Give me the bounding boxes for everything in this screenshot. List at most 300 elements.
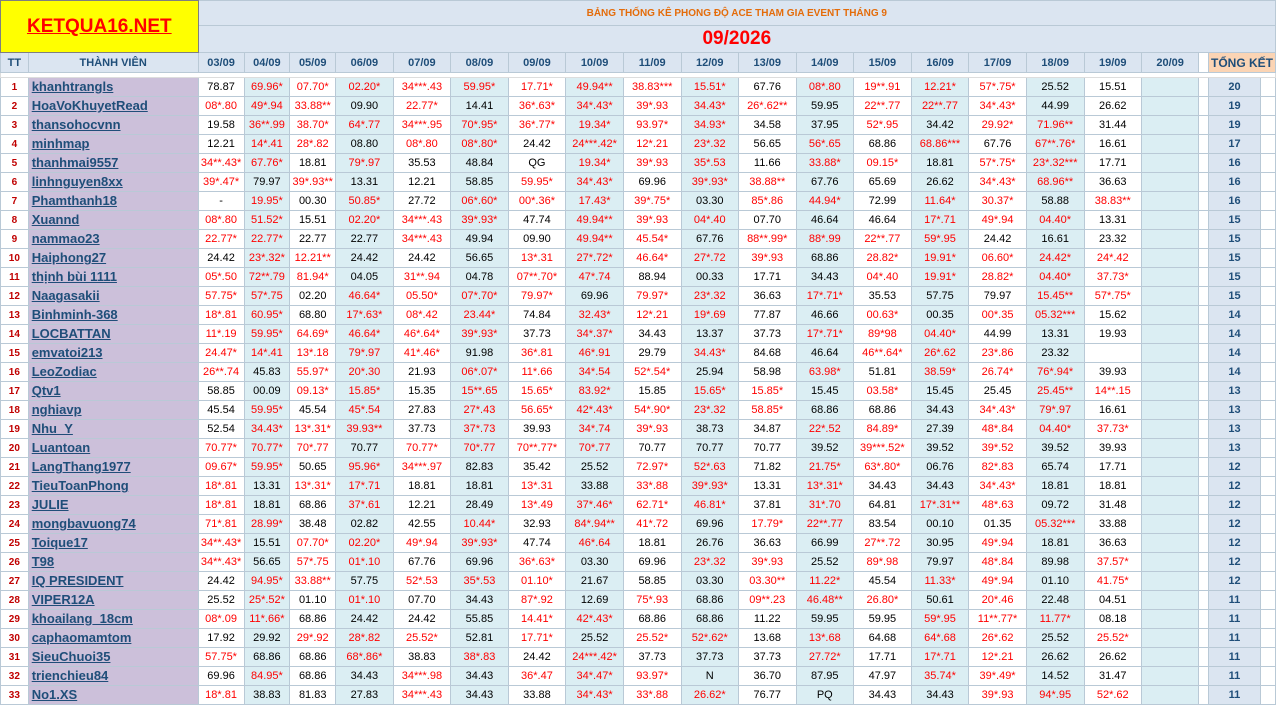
- value-cell[interactable]: 15.85*: [336, 382, 393, 401]
- value-cell[interactable]: 52*.63: [681, 458, 738, 477]
- value-cell[interactable]: 18*.81: [198, 686, 244, 705]
- value-cell[interactable]: 04.40*: [1026, 268, 1084, 287]
- value-cell[interactable]: 14*.41: [244, 135, 290, 154]
- value-cell[interactable]: 55.97*: [290, 363, 336, 382]
- value-cell[interactable]: 52.54: [198, 420, 244, 439]
- value-cell[interactable]: 26.76: [681, 534, 738, 553]
- value-cell[interactable]: 63*.80*: [854, 458, 912, 477]
- value-cell[interactable]: 39*.93*: [451, 211, 508, 230]
- value-cell[interactable]: 34.43: [796, 268, 853, 287]
- total-cell[interactable]: 14: [1209, 344, 1261, 363]
- value-cell[interactable]: 34**.43*: [198, 534, 244, 553]
- value-cell[interactable]: 29*.92: [290, 629, 336, 648]
- value-cell[interactable]: 70.77*: [198, 439, 244, 458]
- value-cell[interactable]: 34*.43*: [566, 686, 624, 705]
- value-cell[interactable]: 15.65*: [681, 382, 738, 401]
- value-cell[interactable]: 37.73*: [1084, 268, 1141, 287]
- value-cell[interactable]: 47.97: [854, 667, 912, 686]
- value-cell[interactable]: 69.96: [198, 667, 244, 686]
- value-cell[interactable]: 68.86: [796, 401, 853, 420]
- value-cell[interactable]: 52*.62*: [681, 629, 738, 648]
- value-cell[interactable]: 44.94*: [796, 192, 853, 211]
- value-cell[interactable]: 81.83: [290, 686, 336, 705]
- value-cell[interactable]: 15.45**: [1026, 287, 1084, 306]
- value-cell[interactable]: 44.99: [969, 325, 1027, 344]
- total-cell[interactable]: 14: [1209, 363, 1261, 382]
- value-cell[interactable]: 07**.70*: [508, 268, 566, 287]
- value-cell[interactable]: 64.81: [854, 496, 912, 515]
- value-cell[interactable]: 16.61: [1084, 401, 1141, 420]
- value-cell[interactable]: 34.42: [911, 116, 969, 135]
- value-cell[interactable]: 45.54: [290, 401, 336, 420]
- total-cell[interactable]: 11: [1209, 648, 1261, 667]
- value-cell[interactable]: 24.42: [198, 572, 244, 591]
- value-cell[interactable]: 49.94**: [566, 230, 624, 249]
- value-cell[interactable]: 68.80: [290, 306, 336, 325]
- value-cell[interactable]: 13.31: [1084, 211, 1141, 230]
- value-cell[interactable]: 25.52: [1026, 629, 1084, 648]
- value-cell[interactable]: 32.43*: [566, 306, 624, 325]
- value-cell[interactable]: 67.76: [681, 230, 738, 249]
- value-cell[interactable]: 46.66: [796, 306, 853, 325]
- value-cell[interactable]: 66.99: [796, 534, 853, 553]
- value-cell[interactable]: 08*.80*: [451, 135, 508, 154]
- value-cell[interactable]: 27.39: [911, 420, 969, 439]
- value-cell[interactable]: [1141, 401, 1198, 420]
- member-name-link[interactable]: T98: [31, 554, 55, 569]
- value-cell[interactable]: [1141, 192, 1198, 211]
- value-cell[interactable]: 25.52*: [393, 629, 451, 648]
- value-cell[interactable]: 37.95: [796, 116, 853, 135]
- value-cell[interactable]: 77.87: [738, 306, 796, 325]
- value-cell[interactable]: 72.99: [854, 192, 912, 211]
- value-cell[interactable]: [1141, 382, 1198, 401]
- value-cell[interactable]: 37.73: [508, 325, 566, 344]
- value-cell[interactable]: [1141, 648, 1198, 667]
- value-cell[interactable]: 30.37*: [969, 192, 1027, 211]
- value-cell[interactable]: 11*.19: [198, 325, 244, 344]
- value-cell[interactable]: 36**.99: [244, 116, 290, 135]
- value-cell[interactable]: 22.77*: [244, 230, 290, 249]
- value-cell[interactable]: 49*.94: [393, 534, 451, 553]
- value-cell[interactable]: 63.98*: [796, 363, 853, 382]
- value-cell[interactable]: 26.62: [1026, 648, 1084, 667]
- member-name-link[interactable]: mongbavuong74: [31, 516, 136, 531]
- value-cell[interactable]: 47*.74: [566, 268, 624, 287]
- member-name-link[interactable]: nghiavp: [31, 402, 82, 417]
- value-cell[interactable]: 17*.71*: [796, 287, 853, 306]
- value-cell[interactable]: 36*.81: [508, 344, 566, 363]
- value-cell[interactable]: 57*.75*: [969, 78, 1027, 97]
- value-cell[interactable]: 64.68: [854, 629, 912, 648]
- value-cell[interactable]: 70.77*: [393, 439, 451, 458]
- value-cell[interactable]: 22.77*: [198, 230, 244, 249]
- value-cell[interactable]: 74.84: [508, 306, 566, 325]
- value-cell[interactable]: 45.54: [854, 572, 912, 591]
- total-cell[interactable]: 14: [1209, 306, 1261, 325]
- value-cell[interactable]: 00.10: [911, 515, 969, 534]
- value-cell[interactable]: [1141, 496, 1198, 515]
- value-cell[interactable]: 08*.80: [393, 135, 451, 154]
- value-cell[interactable]: 17.71*: [508, 629, 566, 648]
- value-cell[interactable]: 79.97*: [623, 287, 681, 306]
- value-cell[interactable]: 00.09: [244, 382, 290, 401]
- value-cell[interactable]: 25.52: [566, 629, 624, 648]
- value-cell[interactable]: 18.81: [244, 496, 290, 515]
- value-cell[interactable]: 49.94: [451, 230, 508, 249]
- value-cell[interactable]: 11.22*: [796, 572, 853, 591]
- value-cell[interactable]: 27.83: [336, 686, 393, 705]
- value-cell[interactable]: 39*.93: [623, 97, 681, 116]
- value-cell[interactable]: 09.67*: [198, 458, 244, 477]
- value-cell[interactable]: 38.59*: [911, 363, 969, 382]
- total-cell[interactable]: 11: [1209, 667, 1261, 686]
- value-cell[interactable]: 18*.81: [198, 477, 244, 496]
- value-cell[interactable]: 46.64: [854, 211, 912, 230]
- value-cell[interactable]: 13.31: [336, 173, 393, 192]
- value-cell[interactable]: 24***.42*: [566, 135, 624, 154]
- value-cell[interactable]: 24.42: [393, 249, 451, 268]
- value-cell[interactable]: 34.43: [451, 591, 508, 610]
- value-cell[interactable]: 41.75*: [1084, 572, 1141, 591]
- value-cell[interactable]: 01.10*: [508, 572, 566, 591]
- value-cell[interactable]: 56.65: [244, 553, 290, 572]
- value-cell[interactable]: 34.43*: [244, 420, 290, 439]
- value-cell[interactable]: 22.77*: [393, 97, 451, 116]
- value-cell[interactable]: 57.75*: [198, 648, 244, 667]
- value-cell[interactable]: 68*.86*: [336, 648, 393, 667]
- value-cell[interactable]: 75*.93: [623, 591, 681, 610]
- value-cell[interactable]: 76.77: [738, 686, 796, 705]
- member-name-link[interactable]: thansohocvnn: [31, 117, 121, 132]
- value-cell[interactable]: 00.63*: [854, 306, 912, 325]
- value-cell[interactable]: [1141, 686, 1198, 705]
- value-cell[interactable]: [1141, 97, 1198, 116]
- value-cell[interactable]: 37*.46*: [566, 496, 624, 515]
- total-cell[interactable]: 19: [1209, 116, 1261, 135]
- value-cell[interactable]: 17.79*: [738, 515, 796, 534]
- value-cell[interactable]: 31.44: [1084, 116, 1141, 135]
- value-cell[interactable]: 07.70: [738, 211, 796, 230]
- total-cell[interactable]: 13: [1209, 382, 1261, 401]
- total-cell[interactable]: 16: [1209, 154, 1261, 173]
- value-cell[interactable]: 06*.60*: [451, 192, 508, 211]
- value-cell[interactable]: 39*.93: [738, 553, 796, 572]
- value-cell[interactable]: 34*.54: [566, 363, 624, 382]
- value-cell[interactable]: 38.83: [393, 648, 451, 667]
- total-cell[interactable]: 11: [1209, 591, 1261, 610]
- total-cell[interactable]: 12: [1209, 477, 1261, 496]
- value-cell[interactable]: 23.32: [1026, 344, 1084, 363]
- member-name-link[interactable]: Haiphong27: [31, 250, 107, 265]
- value-cell[interactable]: [1141, 534, 1198, 553]
- value-cell[interactable]: 36.63: [738, 534, 796, 553]
- value-cell[interactable]: 82*.83: [969, 458, 1027, 477]
- value-cell[interactable]: 36*.47: [508, 667, 566, 686]
- value-cell[interactable]: 18.81: [911, 154, 969, 173]
- value-cell[interactable]: 79*.97: [1026, 401, 1084, 420]
- total-cell[interactable]: 13: [1209, 420, 1261, 439]
- value-cell[interactable]: 68.86: [244, 648, 290, 667]
- value-cell[interactable]: 16.61: [1084, 135, 1141, 154]
- total-cell[interactable]: 15: [1209, 268, 1261, 287]
- value-cell[interactable]: 57.75: [336, 572, 393, 591]
- value-cell[interactable]: 37.73: [738, 325, 796, 344]
- value-cell[interactable]: 38.70*: [290, 116, 336, 135]
- value-cell[interactable]: 45.54: [198, 401, 244, 420]
- value-cell[interactable]: 36*.77*: [508, 116, 566, 135]
- value-cell[interactable]: 46**.64*: [854, 344, 912, 363]
- value-cell[interactable]: 47.74: [508, 211, 566, 230]
- value-cell[interactable]: 12.21: [393, 173, 451, 192]
- value-cell[interactable]: 70*.77: [451, 439, 508, 458]
- value-cell[interactable]: 69.96: [681, 515, 738, 534]
- value-cell[interactable]: 49.94**: [566, 211, 624, 230]
- value-cell[interactable]: 59.95: [796, 610, 853, 629]
- value-cell[interactable]: 07.70*: [290, 534, 336, 553]
- value-cell[interactable]: [1141, 420, 1198, 439]
- value-cell[interactable]: 13*.18: [290, 344, 336, 363]
- value-cell[interactable]: 37.73*: [1084, 420, 1141, 439]
- value-cell[interactable]: 18*.81: [198, 306, 244, 325]
- value-cell[interactable]: 34*.43*: [969, 477, 1027, 496]
- value-cell[interactable]: 27**.72: [854, 534, 912, 553]
- value-cell[interactable]: 60.95*: [244, 306, 290, 325]
- value-cell[interactable]: PQ: [796, 686, 853, 705]
- value-cell[interactable]: 37.73: [738, 648, 796, 667]
- value-cell[interactable]: [1141, 116, 1198, 135]
- value-cell[interactable]: 02.20*: [336, 534, 393, 553]
- value-cell[interactable]: 34**.43*: [198, 553, 244, 572]
- value-cell[interactable]: 24.42: [508, 135, 566, 154]
- value-cell[interactable]: 23*.32: [681, 401, 738, 420]
- value-cell[interactable]: 24.42: [969, 230, 1027, 249]
- value-cell[interactable]: 57*.75*: [969, 154, 1027, 173]
- total-cell[interactable]: 12: [1209, 553, 1261, 572]
- value-cell[interactable]: 27.72: [393, 192, 451, 211]
- value-cell[interactable]: 26*.62: [969, 629, 1027, 648]
- value-cell[interactable]: 34.43: [451, 667, 508, 686]
- value-cell[interactable]: 39*.93*: [681, 173, 738, 192]
- value-cell[interactable]: 32.93: [508, 515, 566, 534]
- value-cell[interactable]: 29.79: [623, 344, 681, 363]
- value-cell[interactable]: 11.77*: [1026, 610, 1084, 629]
- value-cell[interactable]: 70.77*: [244, 439, 290, 458]
- value-cell[interactable]: 41*.72: [623, 515, 681, 534]
- value-cell[interactable]: 36*.63*: [508, 97, 566, 116]
- value-cell[interactable]: 64*.77: [336, 116, 393, 135]
- value-cell[interactable]: 51.52*: [244, 211, 290, 230]
- value-cell[interactable]: 28*.82: [336, 629, 393, 648]
- value-cell[interactable]: 68.86: [290, 496, 336, 515]
- value-cell[interactable]: 24*.42: [1084, 249, 1141, 268]
- value-cell[interactable]: 59.95: [854, 610, 912, 629]
- value-cell[interactable]: [1141, 211, 1198, 230]
- value-cell[interactable]: 19.91*: [911, 268, 969, 287]
- value-cell[interactable]: 07.70*: [290, 78, 336, 97]
- value-cell[interactable]: 68.86***: [911, 135, 969, 154]
- value-cell[interactable]: 11.22: [738, 610, 796, 629]
- value-cell[interactable]: 26.74*: [969, 363, 1027, 382]
- value-cell[interactable]: 39*.93*: [451, 534, 508, 553]
- value-cell[interactable]: 04.40*: [1026, 211, 1084, 230]
- value-cell[interactable]: 50.85*: [336, 192, 393, 211]
- value-cell[interactable]: 67.76*: [244, 154, 290, 173]
- value-cell[interactable]: 01.10: [1026, 572, 1084, 591]
- value-cell[interactable]: 68.86: [290, 610, 336, 629]
- value-cell[interactable]: 70.77: [681, 439, 738, 458]
- value-cell[interactable]: 07.70: [393, 591, 451, 610]
- value-cell[interactable]: 55.85: [451, 610, 508, 629]
- value-cell[interactable]: 59*.95: [911, 230, 969, 249]
- total-cell[interactable]: 11: [1209, 610, 1261, 629]
- value-cell[interactable]: 03.30: [681, 192, 738, 211]
- member-name-link[interactable]: Phamthanh18: [31, 193, 117, 208]
- value-cell[interactable]: 70.77: [738, 439, 796, 458]
- value-cell[interactable]: 69.96: [623, 553, 681, 572]
- value-cell[interactable]: 15**.65: [451, 382, 508, 401]
- member-name-link[interactable]: JULIE: [31, 497, 69, 512]
- value-cell[interactable]: 21.67: [566, 572, 624, 591]
- value-cell[interactable]: 68.96**: [1026, 173, 1084, 192]
- value-cell[interactable]: 68.86: [854, 401, 912, 420]
- value-cell[interactable]: 33*.88: [623, 686, 681, 705]
- value-cell[interactable]: 24.42: [336, 249, 393, 268]
- value-cell[interactable]: 34.87: [738, 420, 796, 439]
- value-cell[interactable]: 11*.66*: [244, 610, 290, 629]
- value-cell[interactable]: 26.62: [1084, 97, 1141, 116]
- value-cell[interactable]: 23.32: [1084, 230, 1141, 249]
- value-cell[interactable]: 39.93**: [336, 420, 393, 439]
- member-name-link[interactable]: Naagasakii: [31, 288, 100, 303]
- value-cell[interactable]: 34*.37*: [566, 325, 624, 344]
- value-cell[interactable]: [1141, 515, 1198, 534]
- value-cell[interactable]: 03.30**: [738, 572, 796, 591]
- value-cell[interactable]: 26.62*: [681, 686, 738, 705]
- value-cell[interactable]: 24.42: [393, 610, 451, 629]
- value-cell[interactable]: 17.71*: [508, 78, 566, 97]
- member-name-link[interactable]: Luantoan: [31, 440, 91, 455]
- value-cell[interactable]: 15.51*: [681, 78, 738, 97]
- value-cell[interactable]: 24.42*: [1026, 249, 1084, 268]
- value-cell[interactable]: 68.86: [623, 610, 681, 629]
- member-name-link[interactable]: Qtv1: [31, 383, 61, 398]
- value-cell[interactable]: 04.40*: [911, 325, 969, 344]
- total-cell[interactable]: 11: [1209, 629, 1261, 648]
- value-cell[interactable]: 06.60*: [969, 249, 1027, 268]
- value-cell[interactable]: 83.92*: [566, 382, 624, 401]
- total-cell[interactable]: 15: [1209, 287, 1261, 306]
- value-cell[interactable]: 56.65: [451, 249, 508, 268]
- value-cell[interactable]: 28.99*: [244, 515, 290, 534]
- value-cell[interactable]: 33.88**: [290, 572, 336, 591]
- value-cell[interactable]: 41*.46*: [393, 344, 451, 363]
- value-cell[interactable]: 14.52: [1026, 667, 1084, 686]
- value-cell[interactable]: 11.33*: [911, 572, 969, 591]
- value-cell[interactable]: 25.94: [681, 363, 738, 382]
- value-cell[interactable]: 31**.94: [393, 268, 451, 287]
- value-cell[interactable]: 42.55: [393, 515, 451, 534]
- total-cell[interactable]: 15: [1209, 249, 1261, 268]
- value-cell[interactable]: 39.52: [796, 439, 853, 458]
- value-cell[interactable]: 69.96: [566, 287, 624, 306]
- value-cell[interactable]: 70*.95*: [451, 116, 508, 135]
- value-cell[interactable]: 25.52: [566, 458, 624, 477]
- value-cell[interactable]: 26**.74: [198, 363, 244, 382]
- value-cell[interactable]: 87*.92: [508, 591, 566, 610]
- value-cell[interactable]: 38.83: [244, 686, 290, 705]
- value-cell[interactable]: 08.80: [336, 135, 393, 154]
- member-name-link[interactable]: Nhu_Y: [31, 421, 73, 436]
- value-cell[interactable]: 05.32***: [1026, 306, 1084, 325]
- value-cell[interactable]: 52.81: [451, 629, 508, 648]
- value-cell[interactable]: 59.95*: [451, 78, 508, 97]
- value-cell[interactable]: [1141, 458, 1198, 477]
- value-cell[interactable]: 14.41*: [508, 610, 566, 629]
- value-cell[interactable]: 12.21**: [290, 249, 336, 268]
- value-cell[interactable]: 79.97: [911, 553, 969, 572]
- value-cell[interactable]: 34***.97: [393, 458, 451, 477]
- value-cell[interactable]: 64*.68: [911, 629, 969, 648]
- value-cell[interactable]: 48*.84: [969, 420, 1027, 439]
- value-cell[interactable]: 57.75*: [198, 287, 244, 306]
- value-cell[interactable]: 04.40*: [1026, 420, 1084, 439]
- total-cell[interactable]: 17: [1209, 135, 1261, 154]
- value-cell[interactable]: 88**.99*: [738, 230, 796, 249]
- value-cell[interactable]: 38*.83: [451, 648, 508, 667]
- value-cell[interactable]: 38.83***: [623, 78, 681, 97]
- value-cell[interactable]: 48*.63: [969, 496, 1027, 515]
- value-cell[interactable]: 52*.54*: [623, 363, 681, 382]
- value-cell[interactable]: 13*.31*: [796, 477, 853, 496]
- total-cell[interactable]: 12: [1209, 458, 1261, 477]
- value-cell[interactable]: 64.69*: [290, 325, 336, 344]
- value-cell[interactable]: 25.52: [796, 553, 853, 572]
- value-cell[interactable]: 42*.43*: [566, 610, 624, 629]
- value-cell[interactable]: 19.93: [1084, 325, 1141, 344]
- value-cell[interactable]: 24***.42*: [566, 648, 624, 667]
- value-cell[interactable]: 31.48: [1084, 496, 1141, 515]
- value-cell[interactable]: 38.88**: [738, 173, 796, 192]
- value-cell[interactable]: 13*.49: [508, 496, 566, 515]
- value-cell[interactable]: 37.73: [623, 648, 681, 667]
- value-cell[interactable]: 27.83: [393, 401, 451, 420]
- value-cell[interactable]: 09.90: [508, 230, 566, 249]
- value-cell[interactable]: 37.73: [393, 420, 451, 439]
- value-cell[interactable]: 57.75: [911, 287, 969, 306]
- value-cell[interactable]: 23.44*: [451, 306, 508, 325]
- value-cell[interactable]: 13.31: [738, 477, 796, 496]
- value-cell[interactable]: 18.81: [1026, 534, 1084, 553]
- value-cell[interactable]: 22.77: [290, 230, 336, 249]
- value-cell[interactable]: 37.73: [681, 648, 738, 667]
- value-cell[interactable]: 15.45: [911, 382, 969, 401]
- value-cell[interactable]: 34.43: [911, 477, 969, 496]
- value-cell[interactable]: 17.71: [1084, 154, 1141, 173]
- value-cell[interactable]: 67.76: [393, 553, 451, 572]
- value-cell[interactable]: 36.70: [738, 667, 796, 686]
- value-cell[interactable]: 33.88: [566, 477, 624, 496]
- value-cell[interactable]: 03.30: [566, 553, 624, 572]
- value-cell[interactable]: 25.52*: [1084, 629, 1141, 648]
- value-cell[interactable]: 25.45: [969, 382, 1027, 401]
- value-cell[interactable]: 03.30: [681, 572, 738, 591]
- member-name-link[interactable]: No1.XS: [31, 687, 78, 702]
- total-cell[interactable]: 15: [1209, 230, 1261, 249]
- value-cell[interactable]: 34.43: [623, 325, 681, 344]
- value-cell[interactable]: 88*.99: [796, 230, 853, 249]
- member-name-link[interactable]: Binhminh-368: [31, 307, 118, 322]
